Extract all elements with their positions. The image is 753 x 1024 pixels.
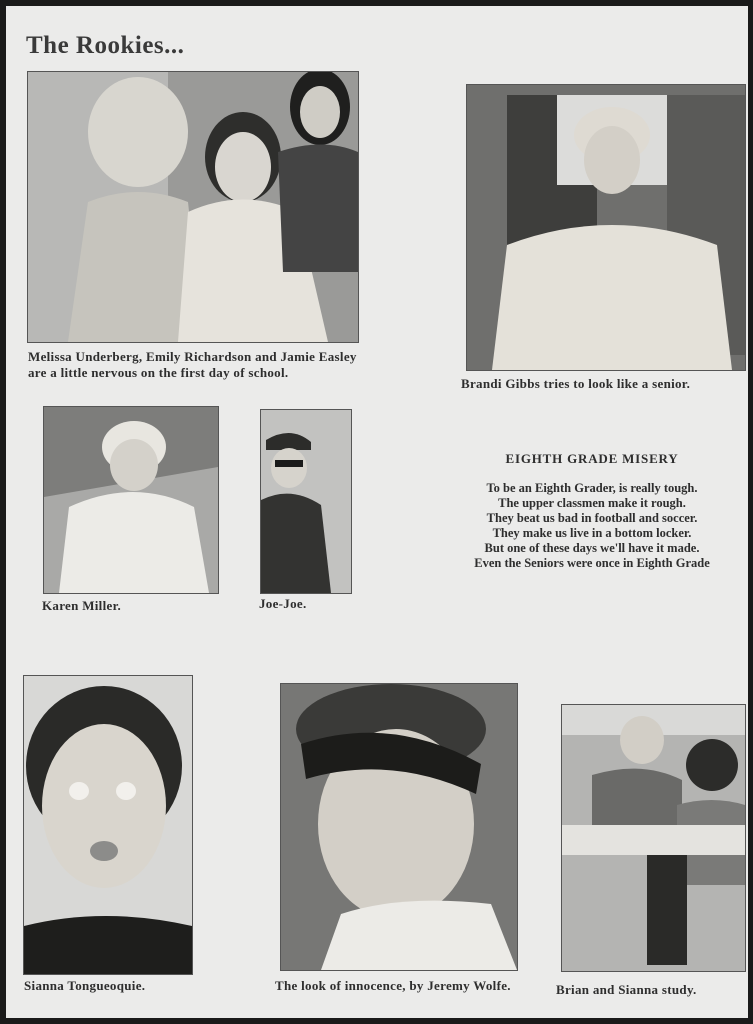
yearbook-page bbox=[6, 6, 748, 1018]
poem-line: Even the Seniors were once in Eighth Grade bbox=[474, 556, 710, 570]
poem-line: The upper classmen make it rough. bbox=[498, 496, 686, 510]
caption-jeremy: The look of innocence, by Jeremy Wolfe. bbox=[275, 978, 511, 993]
poem-title: EIGHTH GRADE MISERY bbox=[505, 451, 679, 466]
caption-joe-joe: Joe-Joe. bbox=[259, 596, 307, 611]
poem bbox=[432, 451, 748, 571]
photo-brian-and-sianna bbox=[561, 704, 746, 972]
caption-three-girls: Melissa Underberg, Emily Richardson and Jamie Easley are a little nervous on the first day of school. bbox=[28, 349, 357, 380]
caption-sianna: Sianna Tongueoquie. bbox=[24, 978, 146, 993]
photo-three-girls bbox=[27, 71, 359, 343]
poem-line: They beat us bad in football and soccer. bbox=[486, 511, 698, 525]
poem-line: They make us live in a bottom locker. bbox=[492, 526, 692, 540]
poem-line: But one of these days we'll have it made. bbox=[484, 541, 700, 555]
photo-jeremy bbox=[280, 683, 518, 971]
photo-brandi bbox=[466, 84, 746, 371]
photo-joe-joe bbox=[260, 409, 352, 594]
caption-brian-and-sianna: Brian and Sianna study. bbox=[556, 982, 697, 997]
poem-line: To be an Eighth Grader, is really tough. bbox=[486, 481, 698, 495]
caption-brandi: Brandi Gibbs tries to look like a senior. bbox=[461, 376, 691, 391]
caption-karen: Karen Miller. bbox=[42, 598, 121, 613]
photo-karen bbox=[43, 406, 219, 594]
page-title: The Rookies... bbox=[26, 32, 185, 59]
photo-sianna bbox=[23, 675, 193, 975]
